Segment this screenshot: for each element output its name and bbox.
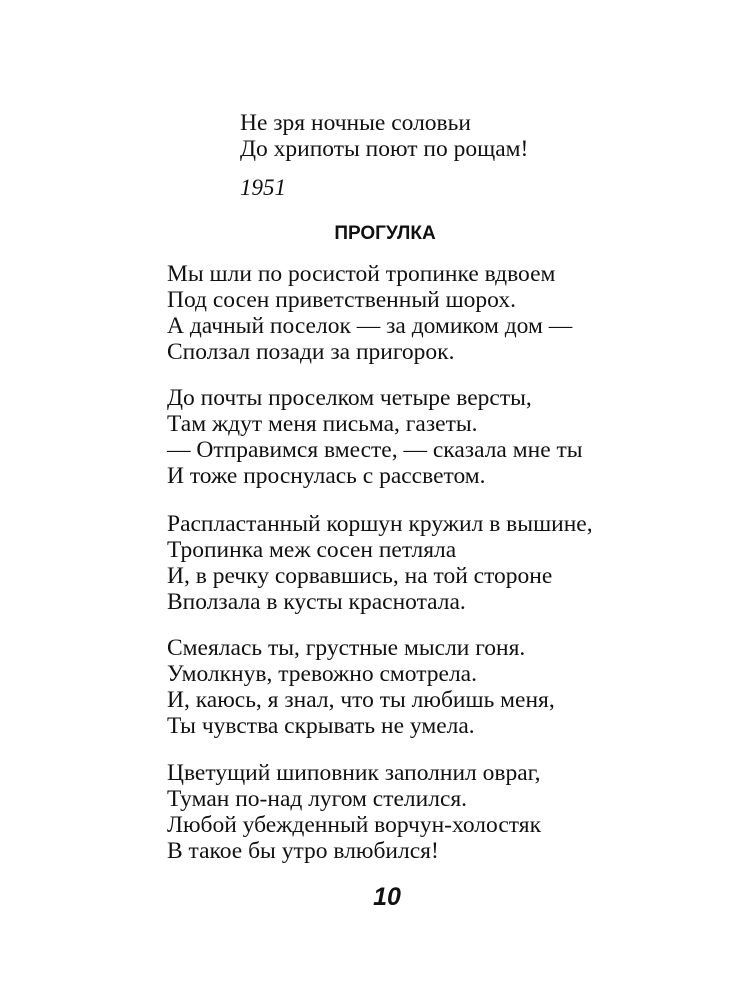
poem-line: Там ждут меня письма, газеты. (167, 411, 478, 437)
poem-line: Не зря ночные соловьи (240, 110, 471, 136)
poem-line: Распластанный коршун кружил в вышине, (167, 511, 593, 537)
poem-line: Под сосен приветственный шорох. (167, 287, 516, 313)
poem-line: Туман по-над лугом стелился. (167, 786, 468, 812)
stanza-4 (167, 635, 555, 739)
poem-line: — Отправимся вместе, — сказала мне ты (167, 437, 583, 463)
stanza-3 (167, 511, 593, 615)
previous-poem-ending (240, 110, 528, 162)
poem-title: ПРОГУЛКА (334, 223, 436, 244)
poem-line: В такое бы утро влюбился! (167, 838, 439, 864)
poem-line: Мы шли по росистой тропинке вдвоем (167, 261, 556, 287)
poem-year: 1951 (240, 175, 286, 200)
page-number: 10 (373, 883, 401, 911)
poem-line: До хрипоты поют по рощам! (240, 136, 529, 162)
poem-line: До почты проселком четыре версты, (167, 385, 532, 411)
poem-line: А дачный поселок — за домиком дом — (167, 313, 573, 339)
poem-line: И тоже проснулась с рассветом. (167, 463, 486, 489)
poem-line: Сползал позади за пригорок. (167, 339, 455, 365)
poem-line: Тропинка меж сосен петляла (167, 537, 457, 563)
stanza-5 (167, 760, 541, 864)
poem-line: И, в речку сорвавшись, на той стороне (167, 563, 553, 589)
poem-line: Смеялась ты, грустные мысли гоня. (167, 635, 526, 661)
poem-line: Ты чувства скрывать не умела. (167, 713, 475, 739)
poem-line: Цветущий шиповник заполнил овраг, (167, 760, 541, 786)
poem-line: И, каюсь, я знал, что ты любишь меня, (167, 687, 555, 713)
stanza-1 (167, 261, 572, 365)
poem-line: Умолкнув, тревожно смотрела. (167, 661, 477, 687)
poem-line: Вползала в кусты краснотала. (167, 589, 466, 615)
poem-line: Любой убежденный ворчун-холостяк (167, 812, 541, 838)
stanza-2 (167, 385, 583, 489)
